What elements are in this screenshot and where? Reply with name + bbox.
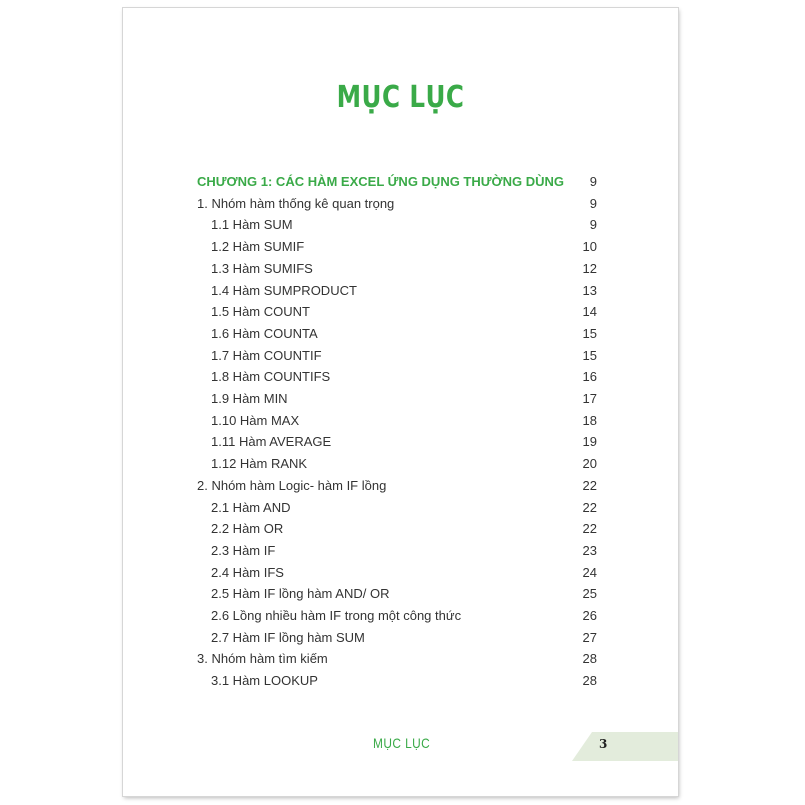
toc-subsection-entry[interactable] (123, 389, 678, 409)
toc-entry-label: CHƯƠNG 1: CÁC HÀM EXCEL ỨNG DỤNG THƯỜNG DÙNG (197, 174, 565, 189)
toc-subsection-entry[interactable] (123, 432, 678, 452)
toc-entry-page-number: 20 (582, 456, 597, 472)
toc-entry-page-number: 22 (582, 477, 597, 493)
toc-subsection-entry[interactable] (123, 346, 678, 366)
toc-entry-label: 2.3 Hàm IF (211, 542, 276, 558)
toc-entry-label: 2.2 Hàm OR (211, 521, 284, 537)
toc-entry-label: 3. Nhóm hàm tìm kiếm (197, 651, 328, 667)
toc-entry-label: 1.3 Hàm SUMIFS (211, 260, 313, 276)
toc-entry-label: 1.6 Hàm COUNTA (211, 325, 318, 341)
toc-subsection-entry[interactable] (123, 215, 678, 235)
toc-entry-label: 2.1 Hàm AND (211, 499, 291, 515)
toc-subsection-entry[interactable] (123, 281, 678, 301)
toc-entry-label: 1.4 Hàm SUMPRODUCT (211, 282, 357, 298)
toc-entry-page-number: 15 (582, 325, 597, 341)
toc-entry-label: 1.10 Hàm MAX (211, 412, 300, 428)
toc-subsection-entry[interactable] (123, 367, 678, 387)
toc-subsection-entry[interactable] (123, 606, 678, 626)
toc-entry-page-number: 15 (582, 347, 597, 363)
toc-subsection-entry[interactable] (123, 498, 678, 518)
toc-entry-label: 2.7 Hàm IF lồng hàm SUM (211, 629, 365, 645)
document-page (123, 8, 678, 796)
table-of-contents (123, 8, 678, 796)
toc-entry-page-number: 27 (582, 629, 597, 645)
footer-title: MỤC LỤC (373, 735, 431, 751)
toc-entry-page-number: 9 (589, 195, 597, 211)
toc-entry-label: 3.1 Hàm LOOKUP (211, 673, 318, 689)
toc-entry-page-number: 19 (582, 434, 597, 450)
toc-entry-label: 2. Nhóm hàm Logic- hàm IF lồng (197, 477, 387, 493)
toc-entry-label: 1.8 Hàm COUNTIFS (211, 369, 331, 385)
toc-entry-page-number: 18 (582, 412, 597, 428)
toc-entry-page-number: 9 (589, 174, 597, 189)
toc-subsection-entry[interactable] (123, 671, 678, 691)
toc-entry-label: 1.1 Hàm SUM (211, 217, 293, 233)
toc-entry-page-number: 10 (582, 239, 597, 255)
toc-entry-label: 1.5 Hàm COUNT (211, 304, 310, 320)
toc-section-entry[interactable] (123, 476, 678, 496)
toc-entry-label: 1.11 Hàm AVERAGE (211, 434, 332, 450)
toc-subsection-entry[interactable] (123, 519, 678, 539)
toc-entry-label: 2.5 Hàm IF lồng hàm AND/ OR (211, 586, 390, 602)
toc-section-entry[interactable] (123, 194, 678, 214)
toc-entry-page-number: 28 (582, 673, 597, 689)
toc-entry-page-number: 26 (582, 608, 597, 623)
toc-entry-label: 2.6 Lồng nhiều hàm IF trong một công thức (211, 608, 462, 623)
footer-page-number: 3 (599, 737, 608, 751)
toc-subsection-entry[interactable] (123, 584, 678, 604)
toc-entry-page-number: 22 (582, 499, 597, 515)
toc-subsection-entry[interactable] (123, 454, 678, 474)
toc-entry-label: 1.9 Hàm MIN (211, 391, 288, 406)
toc-subsection-entry[interactable] (123, 411, 678, 431)
toc-subsection-entry[interactable] (123, 541, 678, 561)
toc-entry-page-number: 12 (582, 260, 597, 276)
toc-entry-page-number: 17 (582, 391, 597, 406)
toc-subsection-entry[interactable] (123, 237, 678, 257)
toc-entry-page-number: 14 (582, 304, 597, 320)
toc-subsection-entry[interactable] (123, 259, 678, 279)
toc-subsection-entry[interactable] (123, 563, 678, 583)
page-title: MỤC LỤC (336, 80, 465, 115)
toc-entry-page-number: 24 (582, 564, 597, 580)
toc-entry-page-number: 28 (582, 651, 597, 667)
toc-entry-label: 1.7 Hàm COUNTIF (211, 347, 322, 363)
toc-subsection-entry[interactable] (123, 324, 678, 344)
toc-entry-label: 1. Nhóm hàm thống kê quan trọng (197, 195, 395, 211)
toc-entry-page-number: 9 (589, 217, 597, 233)
toc-entry-page-number: 25 (582, 586, 597, 602)
toc-entry-page-number: 23 (582, 542, 597, 558)
toc-entry-label: 2.4 Hàm IFS (211, 564, 284, 580)
toc-entry-label: 1.2 Hàm SUMIF (211, 239, 305, 255)
toc-chapter-entry[interactable] (123, 172, 678, 192)
toc-subsection-entry[interactable] (123, 628, 678, 648)
toc-subsection-entry[interactable] (123, 302, 678, 322)
toc-entry-page-number: 22 (582, 521, 597, 537)
toc-entry-page-number: 16 (582, 369, 597, 385)
toc-entry-label: 1.12 Hàm RANK (211, 456, 308, 472)
toc-entry-page-number: 13 (582, 282, 597, 298)
toc-section-entry[interactable] (123, 649, 678, 669)
